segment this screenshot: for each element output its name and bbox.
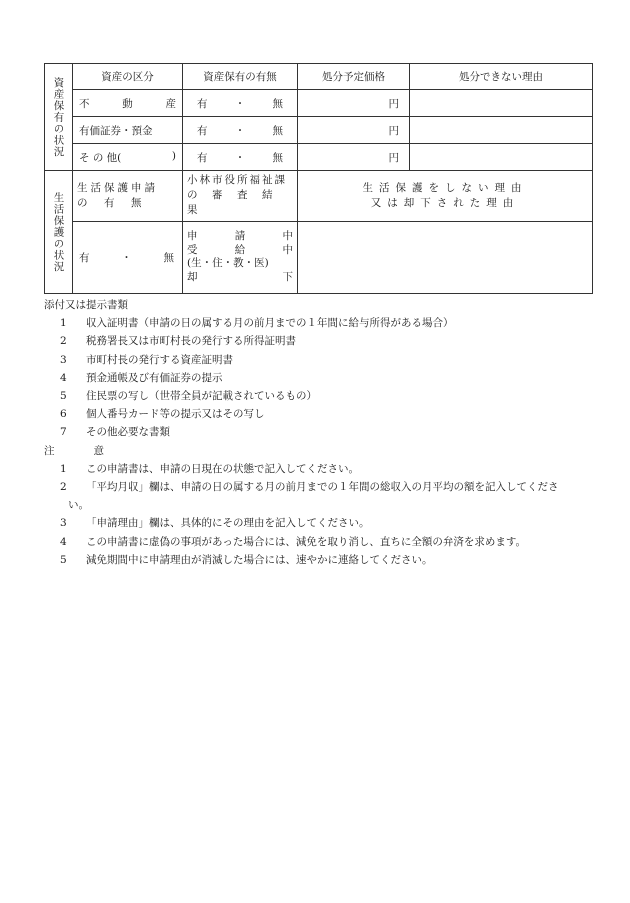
welfare-side-label: 生活保護の状況 <box>45 171 73 294</box>
reason-field[interactable] <box>410 117 593 144</box>
welfare-reason-header: 生活保護をしない理由 又は却下された理由 <box>298 171 593 222</box>
header-asset-category: 資産の区分 <box>73 64 183 90</box>
list-item: 6 個人番号カード等の提示又はその写し <box>60 408 265 421</box>
asset-category-cell: 不 動 産 <box>73 90 183 117</box>
asset-category-cell: 有価証券・預金 <box>73 117 183 144</box>
note-item: 3 「申請理由」欄は、具体的にその理由を記入してください。 <box>60 517 370 530</box>
disposal-price-field[interactable]: 円 <box>298 117 410 144</box>
note-item: 5 減免期間中に申請理由が消滅した場合には、速やかに連絡してください。 <box>60 553 433 566</box>
header-disposal-price: 処分予定価格 <box>298 64 410 90</box>
asset-presence-choice[interactable]: 有 ・ 無 <box>183 117 298 144</box>
disposal-price-field[interactable]: 円 <box>298 90 410 117</box>
asset-row-real-estate <box>45 90 593 117</box>
list-item: 1 収入証明書（申請の日の属する月の前月までの１年間に給与所得がある場合） <box>60 317 454 330</box>
asset-presence-choice[interactable]: 有 ・ 無 <box>183 144 298 171</box>
note-item: 2 「平均月収」欄は、申請の日の属する月の前月までの１年間の総収入の月平均の額を記入してくださ <box>60 481 559 494</box>
note-item: 1 この申請書は、申請の日現在の状態で記入してください。 <box>60 462 359 475</box>
header-asset-presence: 資産保有の有無 <box>183 64 298 90</box>
welfare-presence-choice[interactable]: 有 ・ 無 <box>73 221 183 293</box>
notes-heading: 注 意 <box>44 444 104 457</box>
asset-row-other <box>45 144 593 171</box>
attachments-heading: 添付又は提示書類 <box>44 299 128 311</box>
welfare-review-header: 小林市役所福祉課 の 審 査 結 果 <box>183 171 298 222</box>
asset-presence-choice[interactable]: 有 ・ 無 <box>183 90 298 117</box>
header-reason-undisposable: 処分できない理由 <box>410 64 593 90</box>
list-item: 2 税務署長又は市町村長の発行する所得証明書 <box>60 335 296 348</box>
asset-row-securities <box>45 117 593 144</box>
note-item: 4 この申請書に虚偽の事項があった場合には、減免を取り消し、直ちに全額の弁済を求めます。 <box>60 535 527 548</box>
notes-section <box>44 296 604 569</box>
reason-field[interactable] <box>410 144 593 171</box>
asset-category-cell: そ の 他( ) <box>73 144 183 171</box>
asset-welfare-table <box>44 63 593 294</box>
welfare-reason-field[interactable] <box>298 221 593 293</box>
list-item: 4 預金通帳及び有価証券の提示 <box>60 371 223 384</box>
asset-side-label: 資産保有の状況 <box>45 64 73 171</box>
reason-field[interactable] <box>410 90 593 117</box>
list-item: 3 市町村長の発行する資産証明書 <box>60 353 233 366</box>
note-item-continuation: い。 <box>68 499 89 512</box>
welfare-application-header: 生活保護申請 の 有 無 <box>73 171 183 222</box>
disposal-price-field[interactable]: 円 <box>298 144 410 171</box>
list-item: 7 その他必要な書類 <box>60 426 170 439</box>
list-item: 5 住民票の写し（世帯全員が記載されているもの） <box>60 390 317 403</box>
welfare-review-status[interactable]: 申 請 中 受 給 中 (生・住・教・医) 却 下 <box>183 221 298 293</box>
